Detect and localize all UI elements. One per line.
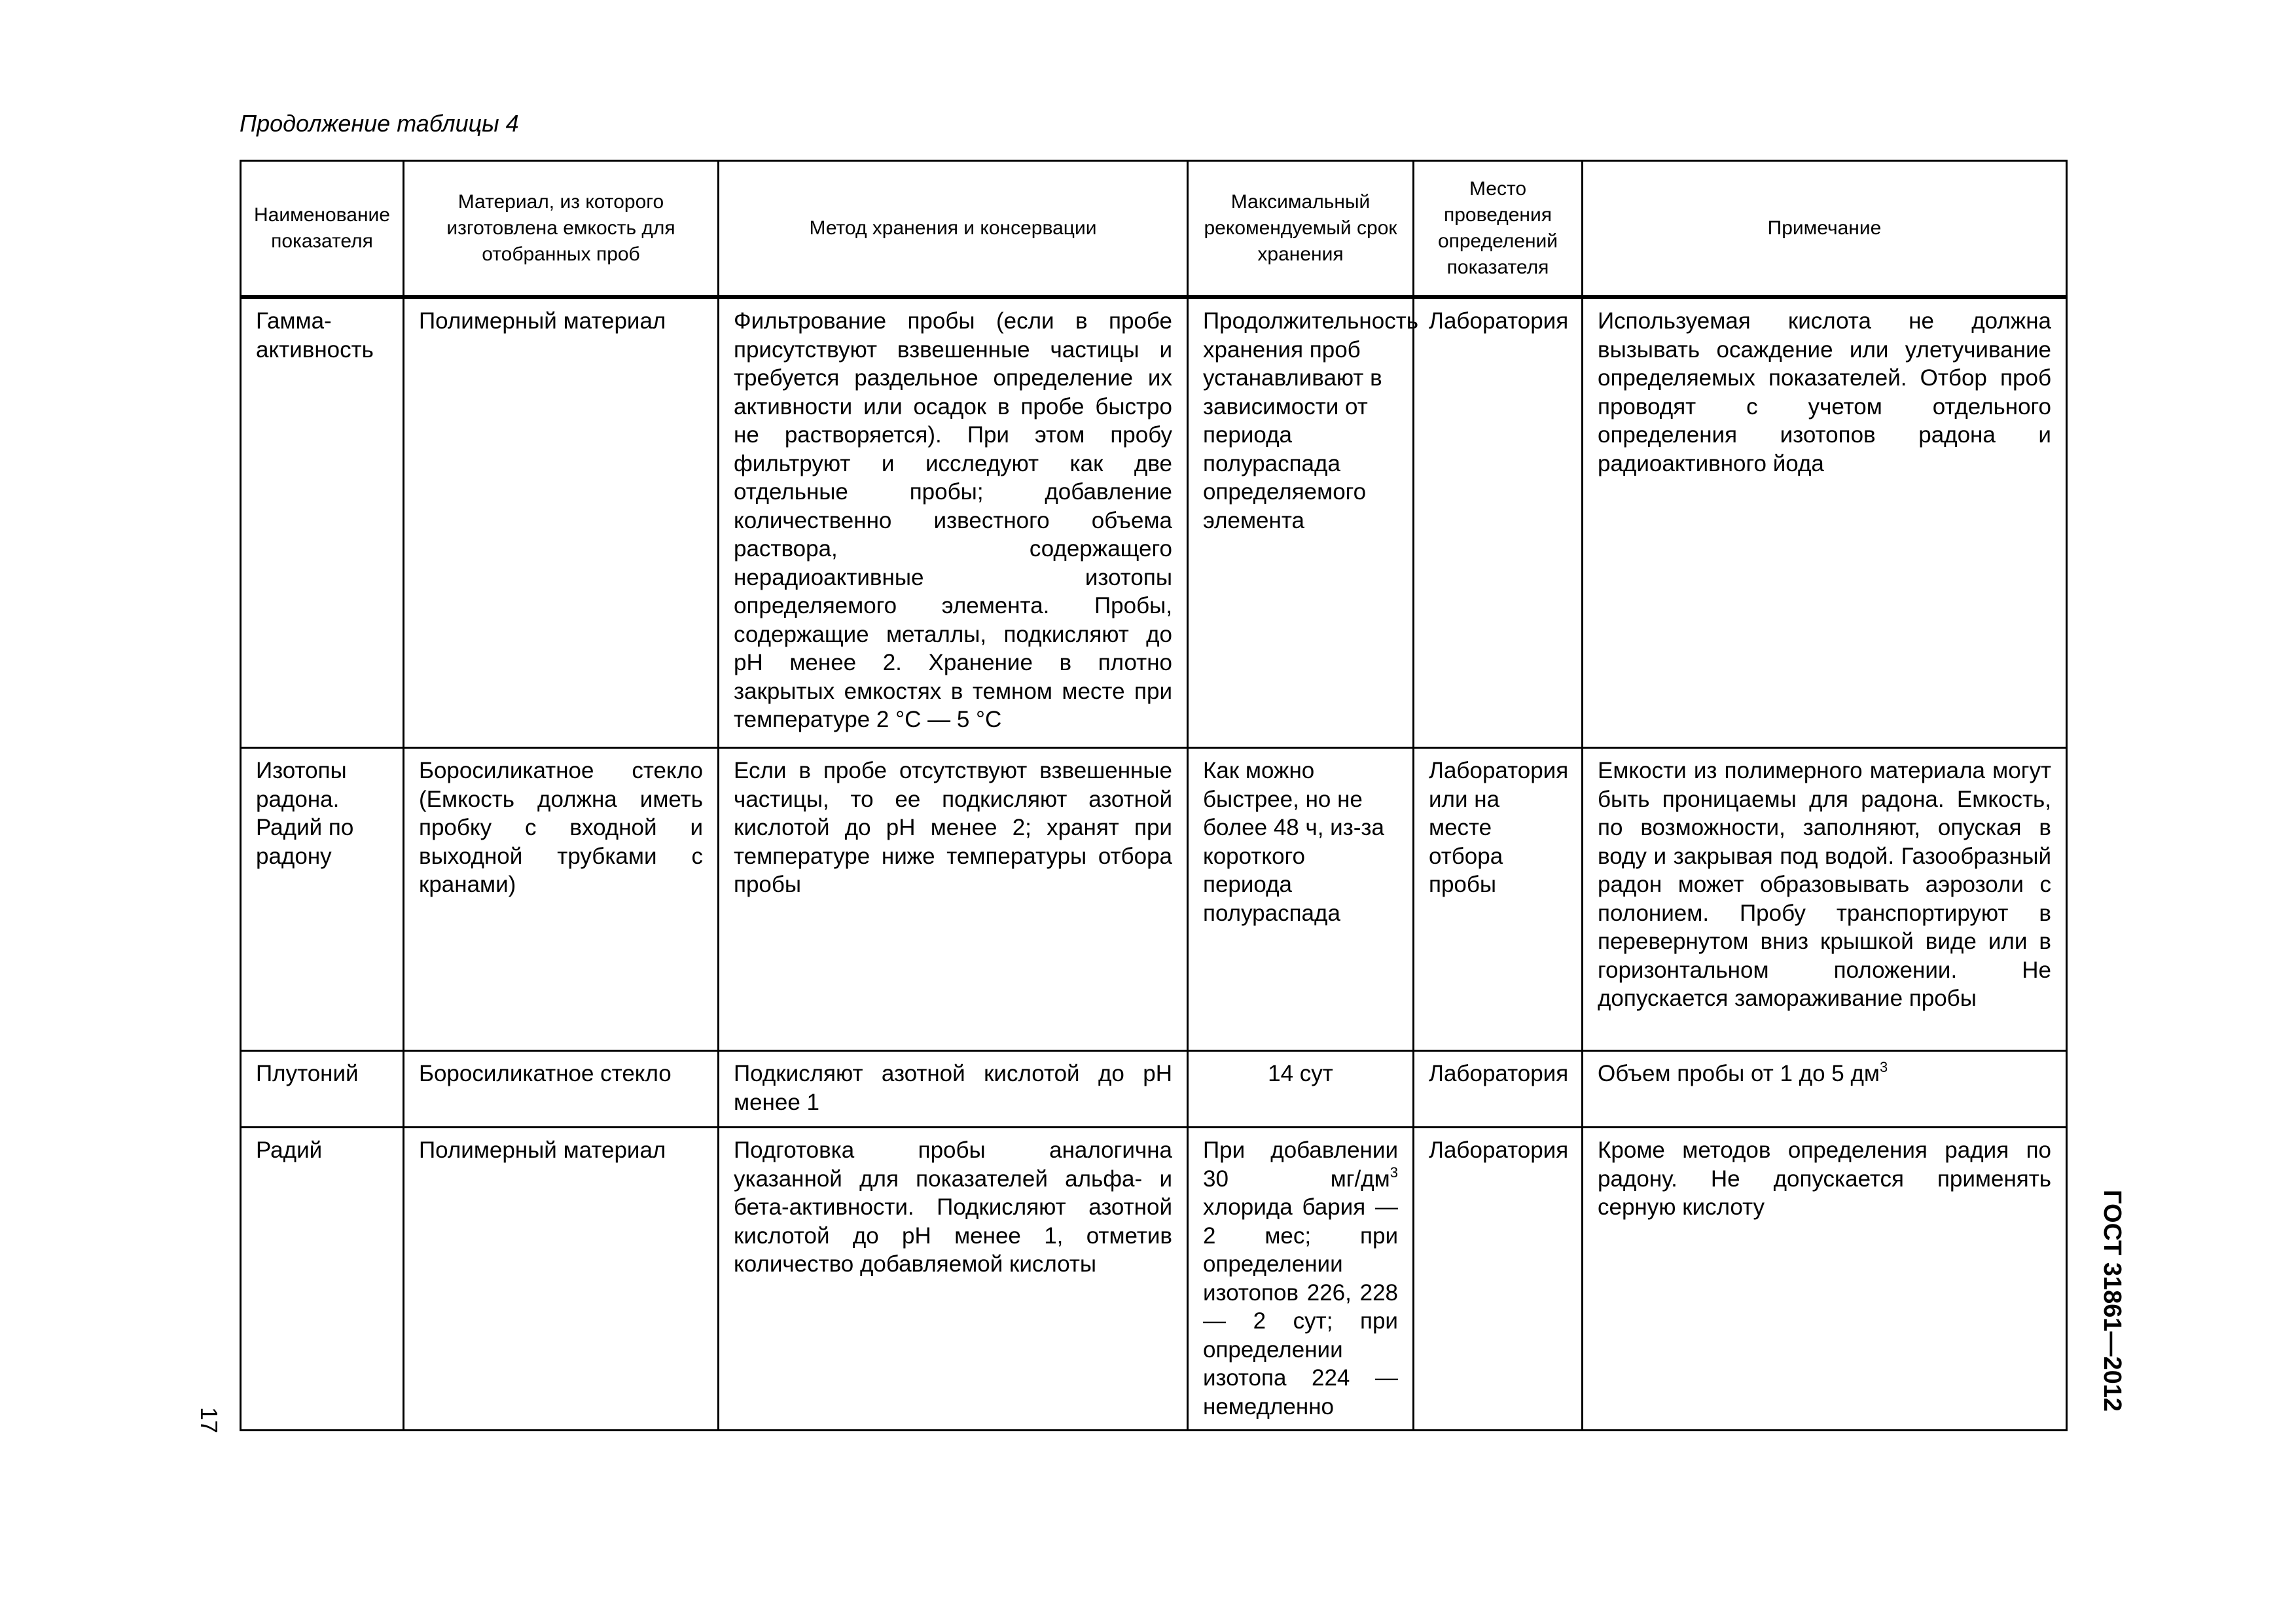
header-material: Материал, из которого изготовлена емкость для отобранных проб bbox=[404, 161, 719, 298]
header-place: Место проведения определений показателя bbox=[1414, 161, 1583, 298]
cell-name: Плутоний bbox=[241, 1051, 404, 1128]
cell-name: Радий bbox=[241, 1128, 404, 1431]
cell-method: Подкисляют азотной кислотой до pH менее 1 bbox=[719, 1051, 1188, 1128]
table-header-row bbox=[241, 161, 2067, 298]
data-table bbox=[240, 160, 2068, 1431]
term-text-b: хлорида бария — 2 мес; при определении изотопов 226, 228 — 2 сут; при определении изотопа 224 — немедленно bbox=[1203, 1194, 1398, 1419]
cell-note bbox=[1583, 1051, 2067, 1128]
table-caption: Продолжение таблицы 4 bbox=[240, 110, 519, 137]
header-name: Наименование показателя bbox=[241, 161, 404, 298]
header-term: Максимальный рекомендуемый срок хранения bbox=[1188, 161, 1414, 298]
header-note: Примечание bbox=[1583, 161, 2067, 298]
cell-note: Используемая кислота не должна вызывать осаждение или улетучивание определяемых показателей. Отбор проб проводят с учетом отдельного определения изотопов радона и радиоактивного йода bbox=[1583, 297, 2067, 748]
cell-name: Гамма-активность bbox=[241, 297, 404, 748]
cell-note: Емкости из полимерного материала могут быть проницаемы для радона. Емкость, по возможности, заполняют, опуская в воду и закрывая под водой. Газообразный радон может образовывать аэрозоли с полонием. Пробу транспортируют в перевернутом вниз крышкой виде или в горизонтальном положении. Не допускается замораживание пробы bbox=[1583, 748, 2067, 1051]
cell-term: 14 сут bbox=[1188, 1051, 1414, 1128]
table-row bbox=[241, 297, 2067, 748]
cell-term: Как можно быстрее, но не более 48 ч, из-за короткого периода полураспада bbox=[1188, 748, 1414, 1051]
cell-place: Лаборатория bbox=[1414, 1128, 1583, 1431]
cell-name: Изотопы радона. Радий по радону bbox=[241, 748, 404, 1051]
note-text: Объем пробы от 1 до 5 дм bbox=[1598, 1061, 1880, 1086]
table-row bbox=[241, 1128, 2067, 1431]
cell-place: Лаборатория bbox=[1414, 1051, 1583, 1128]
cell-place: Лаборатория или на месте отбора пробы bbox=[1414, 748, 1583, 1051]
table-row bbox=[241, 1051, 2067, 1128]
cell-method: Фильтрование пробы (если в пробе присутствуют взвешенные частицы и требуется раздельное определение их активности или осадок в пробе быстро не растворяется). При этом пробу фильтруют и исследуют как две отдельные пробы; добавление количественно известного объема раствора, содержащего нерадиоактивные изотопы определяемого элемента. Пробы, содержащие металлы, подкисляют до pH менее 2. Хранение в плотно закрытых емкостях в темном месте при температуре 2 °C — 5 °C bbox=[719, 297, 1188, 748]
cell-term: Продолжительность хранения проб устанавливают в зависимости от периода полураспада определяемого элемента bbox=[1188, 297, 1414, 748]
cell-note: Кроме методов определения радия по радону. Не допускается применять серную кислоту bbox=[1583, 1128, 2067, 1431]
cell-method: Если в пробе отсутствуют взвешенные частицы, то ее подкисляют азотной кислотой до pH менее 2; хранят при температуре ниже температуры отбора пробы bbox=[719, 748, 1188, 1051]
note-superscript: 3 bbox=[1879, 1059, 1888, 1075]
cell-place: Лаборатория bbox=[1414, 297, 1583, 748]
document-code: ГОСТ 31861—2012 bbox=[2098, 1190, 2126, 1412]
cell-material: Боросиликатное стекло bbox=[404, 1051, 719, 1128]
cell-material: Полимерный материал bbox=[404, 297, 719, 748]
page-number: 17 bbox=[196, 1407, 223, 1434]
cell-material: Боросиликатное стекло (Емкость должна иметь пробку с входной и выходной трубками с кранами) bbox=[404, 748, 719, 1051]
cell-term bbox=[1188, 1128, 1414, 1431]
cell-material: Полимерный материал bbox=[404, 1128, 719, 1431]
header-method: Метод хранения и консервации bbox=[719, 161, 1188, 298]
term-text-a: При добавлении 30 мг/дм bbox=[1203, 1137, 1398, 1192]
term-superscript: 3 bbox=[1390, 1164, 1398, 1181]
table-row bbox=[241, 748, 2067, 1051]
cell-method: Подготовка пробы аналогична указанной для показателей альфа- и бета-активности. Подкисляют азотной кислотой до pH менее 1, отметив количество добавляемой кислоты bbox=[719, 1128, 1188, 1431]
